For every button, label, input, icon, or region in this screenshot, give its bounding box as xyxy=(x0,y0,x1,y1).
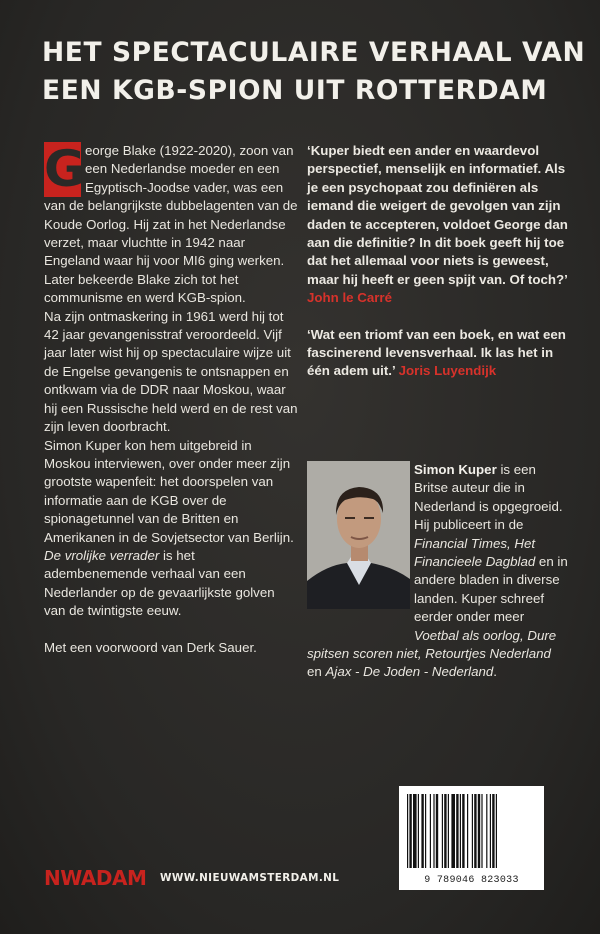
bio-text-1: is een Britse auteur die in Nederland is opgegroeid. Hij publiceert in de xyxy=(414,462,563,533)
bio-text-3: en xyxy=(307,664,326,680)
review-quote-2-text: ‘Wat een triomf van een boek, en wat een fascinerend levensverhaal. Ik las het in één adem uit.’ xyxy=(307,326,566,379)
photo-spacer xyxy=(307,461,414,627)
dropcap xyxy=(44,140,86,198)
blurb-column xyxy=(44,142,298,657)
bio-books: Voetbal als oorlog, Dure spitsen scoren niet, Retourtjes Nederland xyxy=(307,627,557,662)
quotes-column xyxy=(307,142,569,381)
isbn-number: 9 789046 823033 xyxy=(424,875,519,886)
author-name: Simon Kuper xyxy=(414,462,497,477)
headline-line-1: HET SPECTACULAIRE VERHAAL VAN xyxy=(42,37,586,68)
author-bio xyxy=(307,461,569,682)
bio-book-ajax: Ajax - De Joden - Nederland xyxy=(325,664,494,680)
publisher-logo: NWADAM xyxy=(44,866,147,890)
review-quote-2 xyxy=(307,326,569,381)
review-quote-1 xyxy=(307,142,569,308)
publisher-url[interactable]: WWW.NIEUWAMSTERDAM.NL xyxy=(160,872,340,884)
blurb-paragraph-3: Simon Kuper kon hem uitgebreid in Moskou interviewen, over onder meer zijn grootste wapenfeit: het doorspelen van informatie aan de KGB over de spionagetunnel van de Britten en Amerikanen in de Sovjetsector van Berlijn. xyxy=(44,437,294,545)
review-quote-2-author: Joris Luyendijk xyxy=(398,363,497,379)
foreword-note: Met een voorwoord van Derk Sauer. xyxy=(44,639,257,655)
bio-text-4: . xyxy=(493,664,497,680)
headline-line-2: EEN KGB-SPION UIT ROTTERDAM xyxy=(42,75,548,106)
blurb-paragraph-4 xyxy=(44,547,298,621)
headline xyxy=(42,34,586,110)
review-quote-1-author: John le Carré xyxy=(307,290,392,306)
dropcap-letter: G xyxy=(44,140,86,198)
blurb-paragraph-1: eorge Blake (1922-2020), zoon van een Nederlandse moeder en een Egyptisch-Joodse vader, was een van de belangrijkste dubbelagenten van de Koude Oorlog. Hij zat in het Nederlandse verzet, maar vluchtte in 1942 naar Engeland waar hij voor MI6 ging werken. Later bekeerde Blake zich tot het communisme en werd KGB-spion. xyxy=(44,143,298,306)
bio-publications: Financial Times, Het Financieele Dagblad xyxy=(414,535,536,570)
review-quote-1-text: ‘Kuper biedt een ander en waardevol perspectief, menselijk en informatief. Als je een psychopaat zou definiëren als iemand die weigert de gevolgen van zijn daden te accepteren, voldoet George dan aan die definitie? In dit boek geeft hij toe dat het allemaal voor niets is geweest, maar hij heeft er geen spijt van. Of toch?’ xyxy=(307,143,568,287)
bio-text-2: en in andere bladen in diverse landen. Kuper schreef eerder onder meer xyxy=(414,554,568,625)
barcode xyxy=(399,786,544,890)
blurb-paragraph-4-text: is het adembenemende verhaal van een Nederlander op de gevaarlijkste golven van de twintigste eeuw. xyxy=(44,547,275,619)
book-title: De vrolijke verrader xyxy=(44,547,160,563)
barcode-icon xyxy=(399,786,544,874)
blurb-paragraph-2: Na zijn ontmaskering in 1961 werd hij tot 42 jaar gevangenisstraf veroordeeld. Vijf jaar later wist hij op spectaculaire wijze uit de Engelse gevangenis te ontsnappen en ontkwam via de DDR naar Moskou, waar hij een Russische held werd en de rest van zijn leven doorbracht. xyxy=(44,308,298,435)
